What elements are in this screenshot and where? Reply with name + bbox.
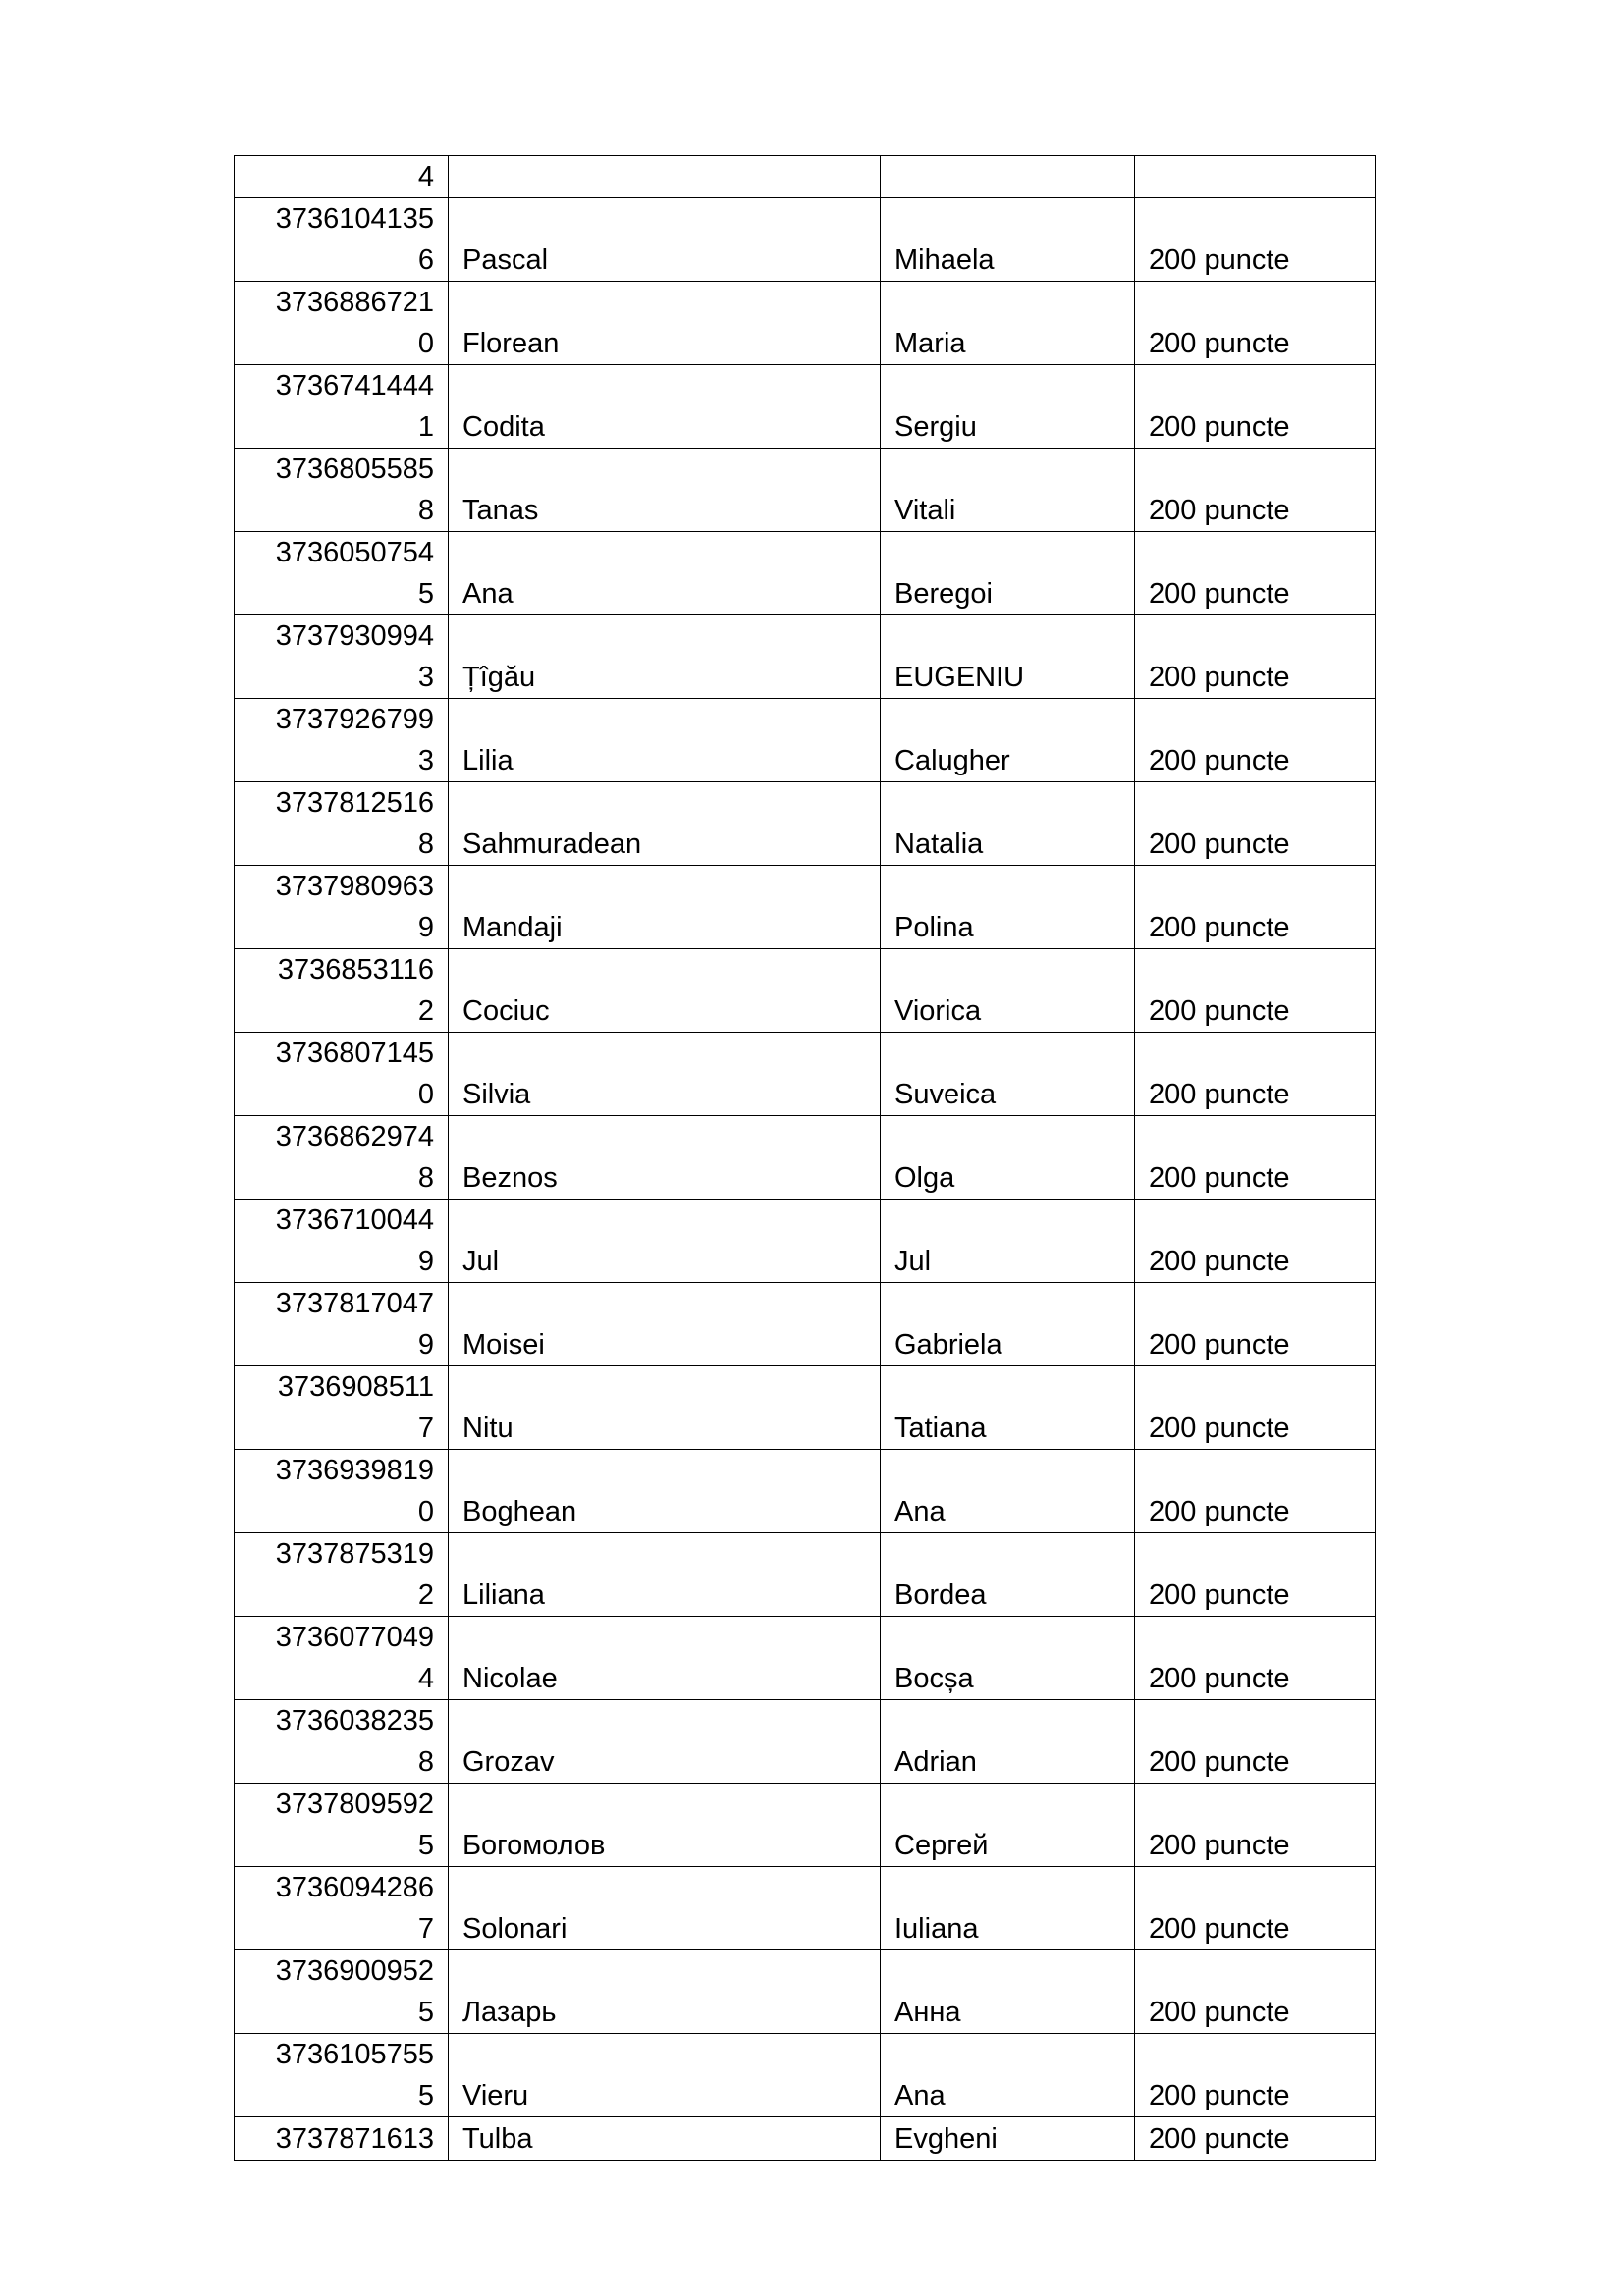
table-row [235,782,1376,866]
score-cell: 200 puncte [1135,1867,1376,1950]
first-name-cell: Maria [881,282,1135,365]
last-name-cell: Boghean [449,1450,881,1533]
first-name-cell: EUGENIU [881,615,1135,699]
last-name-cell: Jul [449,1200,881,1283]
id-bottom-line: 0 [417,328,434,359]
id-top-line: 3737817047 [275,1288,434,1319]
id-top-line: 3736104135 [275,203,434,235]
last-name-cell: Silvia [449,1033,881,1116]
id-bottom-line: 9 [417,1246,434,1277]
id-bottom-line: 5 [417,1830,434,1861]
last-name-cell: Nicolae [449,1617,881,1700]
id-cell [235,1033,449,1116]
first-name-cell: Suveica [881,1033,1135,1116]
id-top-line: 3737926799 [275,704,434,735]
score-cell: 200 puncte [1135,949,1376,1033]
score-cell: 200 puncte [1135,1200,1376,1283]
last-name-cell: Moisei [449,1283,881,1366]
last-name-cell: Cociuc [449,949,881,1033]
id-cell [235,365,449,449]
first-name-cell: Adrian [881,1700,1135,1784]
score-cell: 200 puncte [1135,1283,1376,1366]
table-row [235,2034,1376,2117]
first-name-cell [881,156,1135,198]
last-name-cell: Sahmuradean [449,782,881,866]
score-cell: 200 puncte [1135,1116,1376,1200]
id-cell [235,1283,449,1366]
last-name-cell: Solonari [449,1867,881,1950]
id-top-line: 3736741444 [275,370,434,401]
first-name-cell: Vitali [881,449,1135,532]
score-cell: 200 puncte [1135,1617,1376,1700]
first-name-cell: Olga [881,1116,1135,1200]
id-cell [235,699,449,782]
score-cell [1135,156,1376,198]
table-row [235,1700,1376,1784]
id-bottom-line: 1 [417,411,434,443]
id-cell [235,1617,449,1700]
id-cell [235,1450,449,1533]
id-top-line: 3736050754 [275,537,434,568]
id-bottom-line: 9 [417,1329,434,1361]
id-top-line: 3736105755 [275,2039,434,2070]
table-row [235,615,1376,699]
table-body [235,156,1376,2161]
score-cell: 200 puncte [1135,782,1376,866]
last-name-cell: Codita [449,365,881,449]
score-cell: 200 puncte [1135,365,1376,449]
score-cell: 200 puncte [1135,1700,1376,1784]
table-row [235,949,1376,1033]
table-row [235,1867,1376,1950]
id-cell [235,198,449,282]
id-top-line: 3736900952 [275,1955,434,1987]
id-cell [235,2117,449,2161]
id-cell [235,449,449,532]
last-name-cell: Nitu [449,1366,881,1450]
last-name-cell: Florean [449,282,881,365]
first-name-cell: Polina [881,866,1135,949]
table-row [235,532,1376,615]
table-row [235,699,1376,782]
score-cell: 200 puncte [1135,1033,1376,1116]
id-top-line: 3736710044 [275,1204,434,1236]
table-row [235,1116,1376,1200]
last-name-cell: Lilia [449,699,881,782]
last-name-cell: Vieru [449,2034,881,2117]
last-name-cell: Лазарь [449,1950,881,2034]
id-bottom-line: 7 [417,1413,434,1444]
id-cell [235,1700,449,1784]
id-top-line: 3736805585 [275,454,434,485]
last-name-cell: Mandaji [449,866,881,949]
id-bottom-line: 4 [417,161,434,192]
id-bottom-line: 8 [417,495,434,526]
id-cell [235,1950,449,2034]
first-name-cell: Tatiana [881,1366,1135,1450]
first-name-cell: Gabriela [881,1283,1135,1366]
id-top-line: 3736886721 [275,287,434,318]
id-bottom-line: 8 [417,1162,434,1194]
id-cell [235,1533,449,1617]
id-cell [235,2034,449,2117]
first-name-cell: Mihaela [881,198,1135,282]
last-name-cell [449,156,881,198]
id-cell [235,532,449,615]
first-name-cell: Ana [881,1450,1135,1533]
first-name-cell: Calugher [881,699,1135,782]
id-cell [235,1116,449,1200]
id-top-line: 3737930994 [275,620,434,652]
table-row [235,1033,1376,1116]
table-row [235,1784,1376,1867]
id-top-line: 3736094286 [275,1872,434,1903]
first-name-cell: Sergiu [881,365,1135,449]
score-cell: 200 puncte [1135,2034,1376,2117]
id-bottom-line: 5 [417,578,434,610]
table-row [235,1450,1376,1533]
id-cell [235,1200,449,1283]
table-row [235,2117,1376,2161]
score-cell: 200 puncte [1135,699,1376,782]
score-cell: 200 puncte [1135,1533,1376,1617]
id-bottom-line: 3 [417,662,434,693]
id-top-line: 3736077049 [275,1622,434,1653]
table-row [235,1533,1376,1617]
last-name-cell: Ana [449,532,881,615]
id-top-line: 3736908511 [277,1371,434,1403]
table-row [235,1366,1376,1450]
id-cell [235,782,449,866]
id-bottom-line: 6 [417,244,434,276]
first-name-cell: Bocșa [881,1617,1135,1700]
first-name-cell: Evgheni [881,2117,1135,2161]
last-name-cell: Pascal [449,198,881,282]
table-row [235,282,1376,365]
id-bottom-line: 7 [417,1913,434,1945]
table-row [235,449,1376,532]
table-row [235,1617,1376,1700]
id-cell [235,866,449,949]
id-cell [235,949,449,1033]
score-cell: 200 puncte [1135,1950,1376,2034]
id-bottom-line: 5 [417,1997,434,2028]
id-top-line: 3737980963 [275,871,434,902]
id-bottom-line: 2 [417,1579,434,1611]
first-name-cell: Viorica [881,949,1135,1033]
table-row [235,1950,1376,2034]
table-row [235,365,1376,449]
score-cell: 200 puncte [1135,282,1376,365]
first-name-cell: Bordea [881,1533,1135,1617]
last-name-cell: Tulba [449,2117,881,2161]
id-cell [235,1366,449,1450]
id-top-line: 3737809592 [275,1789,434,1820]
first-name-cell: Beregoi [881,532,1135,615]
id-bottom-line: 8 [417,1746,434,1778]
table-row [235,1200,1376,1283]
first-name-cell: Natalia [881,782,1135,866]
score-cell: 200 puncte [1135,615,1376,699]
first-name-cell: Сергей [881,1784,1135,1867]
last-name-cell: Grozav [449,1700,881,1784]
last-name-cell: Beznos [449,1116,881,1200]
score-cell: 200 puncte [1135,532,1376,615]
score-cell: 200 puncte [1135,866,1376,949]
last-name-cell: Țîgău [449,615,881,699]
id-top-line: 3736939819 [275,1455,434,1486]
results-table [234,155,1376,2161]
id-top-line: 3737812516 [275,787,434,819]
id-bottom-line: 9 [417,912,434,943]
id-bottom-line: 2 [417,995,434,1027]
table-row [235,866,1376,949]
id-bottom-line: 5 [417,2080,434,2111]
id-bottom-line: 3 [417,745,434,776]
id-top-line: 3736862974 [275,1121,434,1152]
id-bottom-line: 0 [417,1496,434,1527]
table-row [235,156,1376,198]
first-name-cell: Iuliana [881,1867,1135,1950]
first-name-cell: Анна [881,1950,1135,2034]
score-cell: 200 puncte [1135,1366,1376,1450]
id-top-line: 3736038235 [275,1705,434,1736]
id-bottom-line: 8 [417,828,434,860]
id-cell [235,615,449,699]
id-bottom-line: 4 [417,1663,434,1694]
id-cell [235,282,449,365]
id-cell [235,1784,449,1867]
last-name-cell: Богомолов [449,1784,881,1867]
id-bottom-line: 3737871613 [275,2123,434,2155]
score-cell: 200 puncte [1135,449,1376,532]
score-cell: 200 puncte [1135,198,1376,282]
table-row [235,198,1376,282]
last-name-cell: Tanas [449,449,881,532]
first-name-cell: Jul [881,1200,1135,1283]
id-cell [235,156,449,198]
id-cell [235,1867,449,1950]
id-bottom-line: 0 [417,1079,434,1110]
id-top-line: 3737875319 [275,1538,434,1570]
score-cell: 200 puncte [1135,1450,1376,1533]
score-cell: 200 puncte [1135,1784,1376,1867]
id-top-line: 3736807145 [275,1038,434,1069]
first-name-cell: Ana [881,2034,1135,2117]
table-row [235,1283,1376,1366]
id-top-line: 3736853116 [277,954,434,986]
score-cell: 200 puncte [1135,2117,1376,2161]
last-name-cell: Liliana [449,1533,881,1617]
